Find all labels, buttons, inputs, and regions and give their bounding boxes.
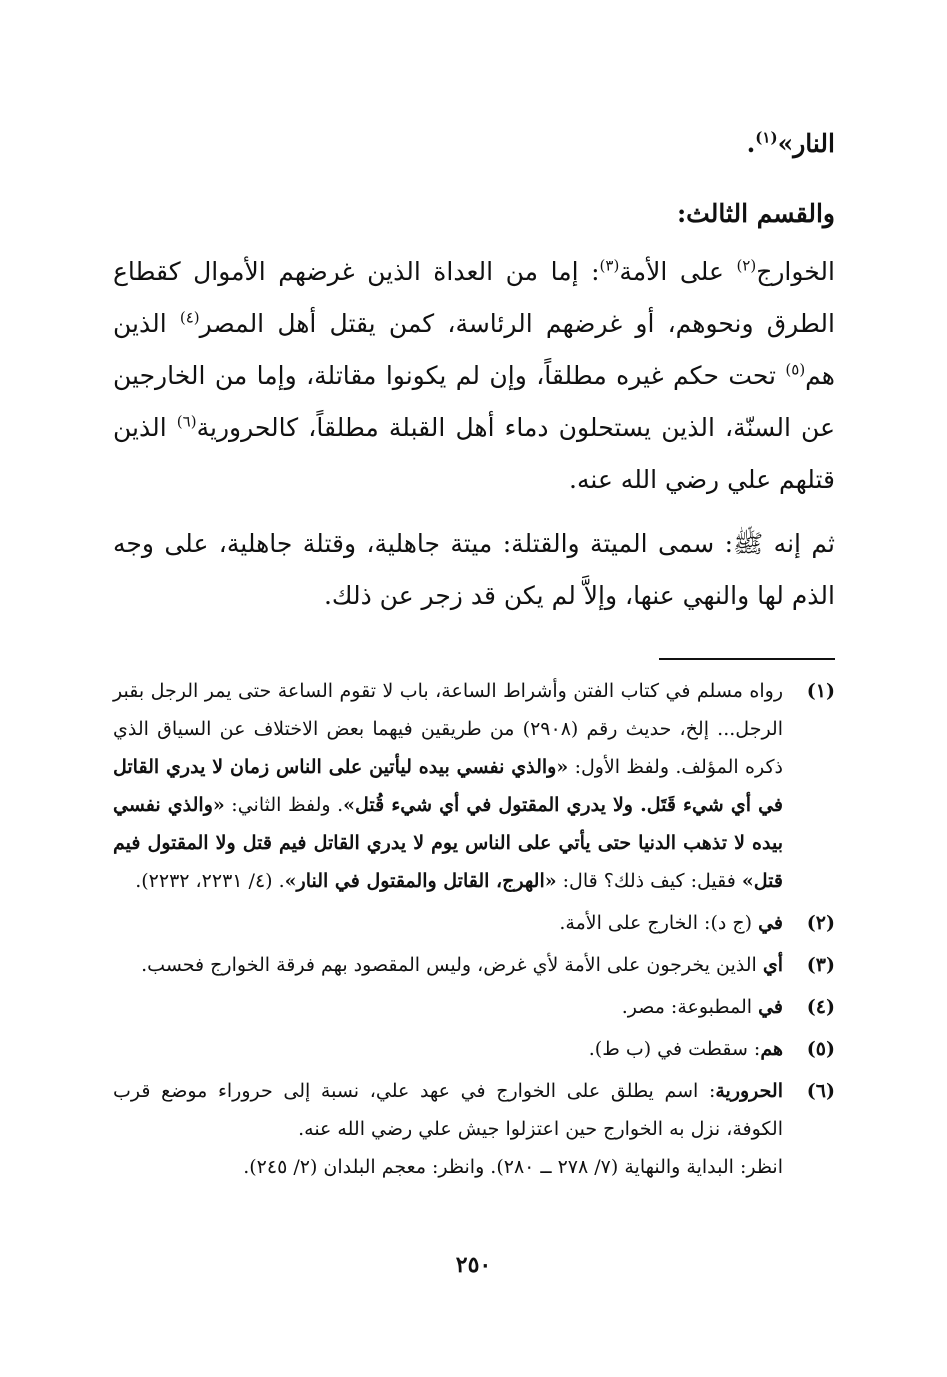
para1-part-3: : إما من العداة الذين غرضهم الأموال كقطاع الطرق ونحوهم، أو غرضهم الرئاسة، كمن يقتل أهل المصر bbox=[113, 257, 835, 338]
footnote-number: (١) bbox=[806, 680, 835, 702]
para1-part-2: على الأمة bbox=[619, 257, 737, 286]
footnote-6 bbox=[113, 1072, 835, 1186]
footnote-number: (٢) bbox=[806, 912, 835, 934]
footnote-3 bbox=[113, 946, 835, 984]
paragraph-1 bbox=[113, 246, 835, 506]
footnote-ref-4: (٤) bbox=[179, 308, 200, 327]
footnote-separator bbox=[659, 658, 835, 660]
hadith-quote-1: «والذي نفسي بيده ليأتين على الناس زمان لا يدري القاتل في أي شيء قَتَل. ولا يدري المقتول في أي شيء قُتل» bbox=[113, 756, 783, 816]
footnote-1 bbox=[113, 672, 835, 900]
footnote-text: فقيل: كيف ذلك؟ قال: bbox=[556, 870, 742, 892]
footnote-number: (٥) bbox=[806, 1038, 835, 1060]
footnote-lead: هم bbox=[760, 1038, 783, 1060]
footnote-5 bbox=[113, 1030, 835, 1068]
para1-part-5: تحت حكم غيره مطلقاً، وإن لم يكونوا مقاتلة، وإما من الخارجين عن السنّة، الذين يستحلون دماء أهل القبلة مطلقاً، كالحرورية bbox=[113, 361, 835, 442]
footnote-text: (ج د): الخارج على الأمة. bbox=[559, 912, 759, 934]
para1-part-1: الخوارج bbox=[756, 257, 835, 286]
section-heading: والقسم الثالث: bbox=[676, 199, 835, 228]
footnote-number: (٣) bbox=[806, 954, 835, 976]
footnote-ref-3: (٣) bbox=[599, 256, 620, 275]
footnote-text: المطبوعة: مصر. bbox=[621, 996, 759, 1018]
continuation-text: النار» bbox=[777, 129, 835, 158]
continuation-end: . bbox=[746, 129, 756, 158]
footnote-2 bbox=[113, 904, 835, 942]
footnote-lead: أي bbox=[762, 954, 783, 976]
footnote-text: . ولفظ الثاني: bbox=[224, 794, 344, 816]
footnote-text: : سقطت في (ب ط). bbox=[588, 1038, 761, 1060]
footnote-text: : اسم يطلق على الخوارج في عهد علي، نسبة إلى حروراء موضع قرب الكوفة، نزل به الخوارج حين اعتزلوا جيش علي رضي الله عنه. bbox=[113, 1080, 783, 1140]
footnote-number: (٦) bbox=[806, 1080, 835, 1102]
footnote-4 bbox=[113, 988, 835, 1026]
footnote-ref-1: (١) bbox=[755, 128, 778, 147]
footnote-number: (٤) bbox=[806, 996, 835, 1018]
footnotes bbox=[113, 672, 835, 1190]
footnote-text: الذين يخرجون على الأمة لأي غرض، وليس المقصود بهم فرقة الخوارج فحسب. bbox=[141, 954, 763, 976]
continuation-line bbox=[113, 118, 835, 170]
footnote-lead: في bbox=[758, 996, 783, 1018]
paragraph-2: ثم إنه ﷺ: سمى الميتة والقتلة: ميتة جاهلية، وقتلة جاهلية، على وجه الذم لها والنهي عنها، وإلاَّ لم يكن قد زجر عن ذلك. bbox=[113, 529, 835, 610]
footnote-ref-2: (٢) bbox=[736, 256, 757, 275]
footnote-text: رواه مسلم في كتاب الفتن وأشراط الساعة، باب لا تقوم الساعة حتى يمر الرجل بقبر الرجل... إلخ، حديث رقم (٢٩٠٨) من طريقين فيهما بعض الاختلاف عن السياق الذي ذكره المؤلف. ولفظ الأول: bbox=[113, 680, 783, 778]
footnote-ref-6: (٦) bbox=[176, 412, 197, 431]
footnote-lead: الحرورية bbox=[715, 1080, 783, 1102]
footnote-ref-5: (٥) bbox=[785, 360, 806, 379]
para1-part-6: الذين قتلهم علي رضي الله عنه. bbox=[113, 413, 835, 494]
para1-part-4: الذين هم bbox=[113, 309, 835, 390]
hadith-quote-2: «والذي نفسي بيده لا تذهب الدنيا حتى يأتي على الناس يوم لا يدري القاتل فيم قتل ولا المقتول فيم قتل» bbox=[113, 794, 783, 892]
footnote-text: . (٤/ ٢٢٣١، ٢٢٣٢). bbox=[135, 870, 285, 892]
page-number: ٢٥٠ bbox=[455, 1252, 492, 1278]
main-text bbox=[113, 118, 835, 622]
hadith-quote-3: «الهرج، القاتل والمقتول في النار» bbox=[284, 870, 557, 892]
footnote-lead: في bbox=[758, 912, 783, 934]
footnote-reference: انظر: البداية والنهاية (٧/ ٢٧٨ ــ ٢٨٠). وانظر: معجم البلدان (٢/ ٢٤٥). bbox=[243, 1156, 783, 1178]
